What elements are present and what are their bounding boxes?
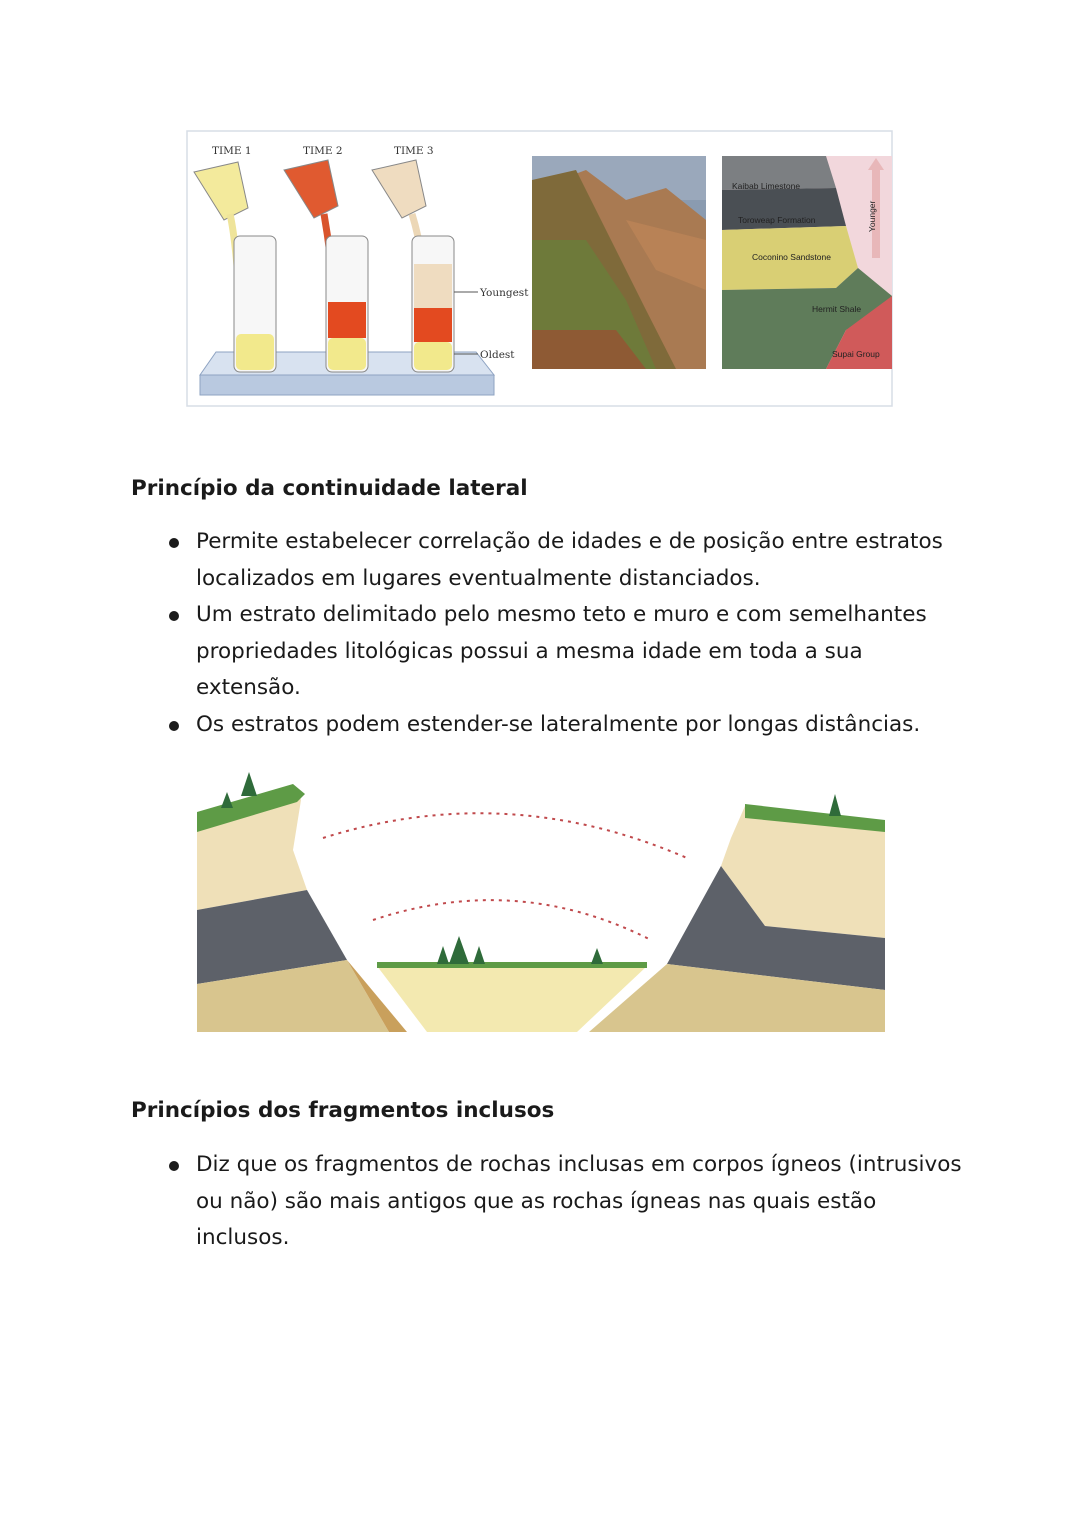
list-item: Diz que os fragmentos de rochas inclusas em corpos ígneos (intrusivos ou não) são mais antigos que as rochas ígneas nas quais estão inclusos. [165,1147,965,1257]
oldest-label: Oldest [480,349,515,361]
supai-label: Supai Group [832,349,880,359]
tube-3 [412,236,454,372]
tube-1 [234,236,276,372]
tube-2 [326,236,368,372]
time-1-label: TIME 1 [212,145,252,157]
younger-label: Younger [867,200,877,232]
strata-diagram [722,156,892,369]
canyon-photo [532,156,706,369]
youngest-label: Youngest [480,287,529,299]
section-heading-continuity: Princípio da continuidade lateral [131,476,528,501]
superposition-figure [186,130,894,408]
time-2-label: TIME 2 [303,145,343,157]
right-strata-block [589,804,885,1032]
continuity-bullet-list [165,524,965,743]
upper-correlation-line [323,813,687,858]
list-item: Os estratos podem estender-se lateralmente por longas distâncias. [165,707,965,744]
time-3-label: TIME 3 [394,145,434,157]
toroweap-label: Toroweap Formation [738,215,816,225]
lower-correlation-line [373,900,651,940]
coconino-label: Coconino Sandstone [752,252,831,262]
list-item: Permite estabelecer correlação de idades e de posição entre estratos localizados em lugares eventualmente distanciados. [165,524,965,597]
lateral-continuity-figure [197,760,887,1034]
kaibab-label: Kaibab Limestone [732,181,801,191]
inclusions-bullet-list [165,1147,965,1257]
hermit-label: Hermit Shale [812,304,862,314]
section-heading-inclusions: Princípios dos fragmentos inclusos [131,1098,555,1123]
list-item: Um estrato delimitado pelo mesmo teto e muro e com semelhantes propriedades litológicas possui a mesma idade em toda a sua extensão. [165,597,965,707]
left-strata-block [197,784,407,1032]
